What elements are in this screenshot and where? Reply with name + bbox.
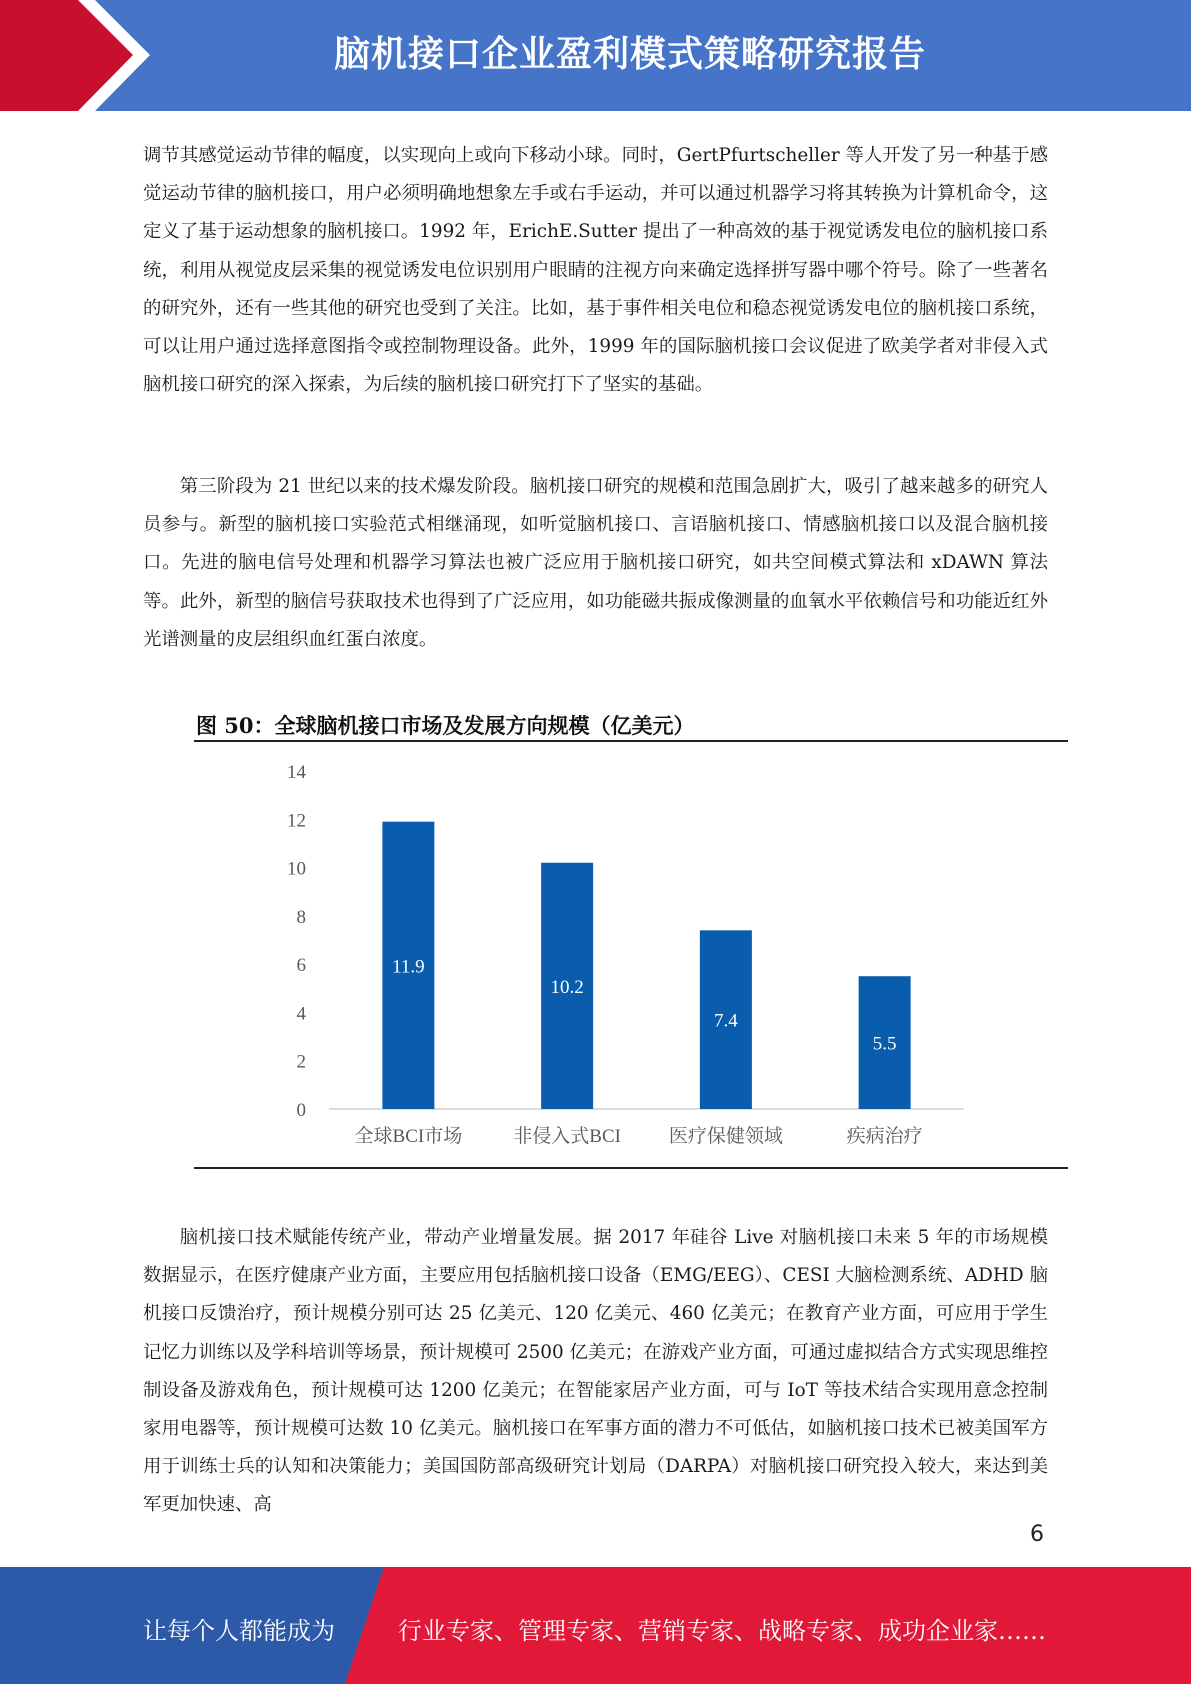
bar-chart	[194, 748, 1068, 1158]
bar-data-label: 11.9	[392, 956, 425, 978]
y-axis-ticks	[287, 762, 307, 1121]
y-tick-label: 14	[287, 762, 306, 783]
y-tick-label: 12	[287, 810, 306, 832]
y-tick-label: 10	[287, 858, 306, 880]
page-number: 6	[1030, 1522, 1044, 1547]
page-footer	[0, 1567, 1191, 1684]
figure-bottom-rule	[194, 1167, 1068, 1169]
body-paragraph-2: 第三阶段为 21 世纪以来的技术爆发阶段。脑机接口研究的规模和范围急剧扩大，吸引了越来越多的研究人员参与。新型的脑机接口实验范式相继涌现，如听觉脑机接口、言语脑机接口、情感脑机接口以及混合脑机接口。先进的脑电信号处理和机器学习算法也被广泛应用于脑机接口研究，如共空间模式算法和 xDAWN 算法等。此外，新型的脑信号获取技术也得到了广泛应用，如功能磁共振成像测量的血氧水平依赖信号和功能近红外光谱测量的皮层组织血红蛋白浓度。	[143, 476, 1048, 650]
body-paragraph-3: 脑机接口技术赋能传统产业，带动产业增量发展。据 2017 年硅谷 Live 对脑机接口未来 5 年的市场规模数据显示，在医疗健康产业方面，主要应用包括脑机接口设备（EMG/EEG）、CESI 大脑检测系统、ADHD 脑机接口反馈治疗，预计规模分别可达 25 亿美元、120 亿美元、460 亿美元；在教育产业方面，可应用于学生记忆力训练以及学科培训等场景，预计规模可 2500 亿美元；在游戏产业方面，可通过虚拟结合方式实现思维控制设备及游戏角色，预计规模可达 1200 亿美元；在智能家居产业方面，可与 IoT 等技术结合实现用意念控制家用电器等，预计规模可达数 10 亿美元。脑机接口在军事方面的潜力不可低估，如脑机接口技术已被美国军方用于训练士兵的认知和决策能力；美国国防部高级研究计划局（DARPA）对脑机接口研究投入较大，来达到美军更加快速、高	[143, 1227, 1048, 1516]
y-tick-label: 6	[296, 955, 306, 977]
body-paragraph-1: 调节其感觉运动节律的幅度，以实现向上或向下移动小球。同时，GertPfurtscheller 等人开发了另一种基于感觉运动节律的脑机接口，用户必须明确地想象左手或右手运动，并可以通过机器学习将其转换为计算机命令，这定义了基于运动想象的脑机接口。1992 年，ErichE.Sutter 提出了一种高效的基于视觉诱发电位的脑机接口系统，利用从视觉皮层采集的视觉诱发电位识别用户眼睛的注视方向来确定选择拼写器中哪个符号。除了一些著名的研究外，还有一些其他的研究也受到了关注。比如，基于事件相关电位和稳态视觉诱发电位的脑机接口系统，可以让用户通过选择意图指令或控制物理设备。此外，1999 年的国际脑机接口会议促进了欧美学者对非侵入式脑机接口研究的深入探索，为后续的脑机接口研究打下了坚实的基础。	[143, 145, 1048, 396]
bar-data-label: 5.5	[872, 1033, 897, 1055]
x-category-label: 医疗保健领域	[668, 1126, 783, 1147]
x-category-label: 全球BCI市场	[354, 1126, 463, 1147]
x-category-label: 疾病治疗	[846, 1126, 923, 1147]
bar-data-label: 10.2	[550, 976, 584, 998]
y-tick-label: 4	[296, 1003, 306, 1025]
bar-data-label: 7.4	[714, 1010, 738, 1032]
figure-title: 图 50：全球脑机接口市场及发展方向规模（亿美元）	[196, 713, 695, 738]
x-category-label: 非侵入式BCI	[513, 1126, 621, 1147]
y-tick-label: 0	[296, 1100, 306, 1121]
report-title: 脑机接口企业盈利模式策略研究报告	[333, 34, 926, 75]
footer-slogan-right: 行业专家、管理专家、营销专家、战略专家、成功企业家……	[398, 1617, 1046, 1645]
footer-slogan-left: 让每个人都能成为	[143, 1617, 335, 1645]
y-tick-label: 8	[296, 906, 306, 928]
chart-bar-labels	[392, 956, 896, 1054]
y-tick-label: 2	[296, 1051, 306, 1073]
page-header	[0, 0, 1191, 111]
figure-top-rule	[194, 740, 1068, 742]
x-axis-labels	[355, 1125, 923, 1147]
chart-bars	[382, 822, 910, 1109]
